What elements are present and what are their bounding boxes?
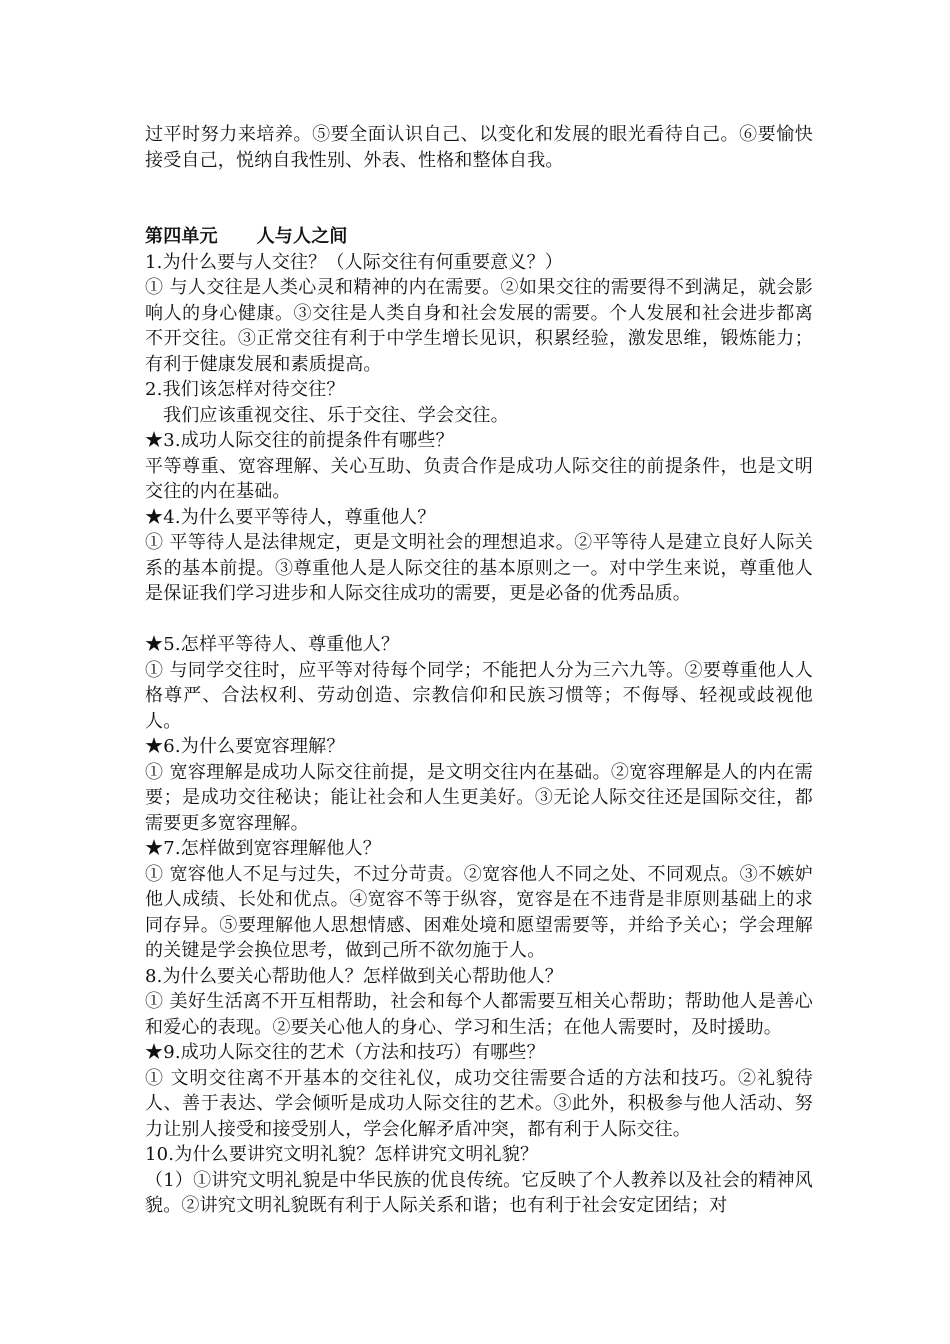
question-9: ★9.成功人际交往的艺术（方法和技巧）有哪些？ <box>145 1042 545 1063</box>
answer-1: ① 与人交往是人类心灵和精神的内在需要。②如果交往的需要得不到满足，就会影响人的身心健康。③交往是人类自身和社会发展的需要。个人发展和社会进步都离不开交往。③正常交往有利于中学生增长见识，积累经验，激发思维，锻炼能力；有利于健康发展和素质提高。 <box>145 277 813 375</box>
document-content <box>145 122 813 1219</box>
question-5: ★5.怎样平等待人、尊重他人？ <box>145 634 400 655</box>
answer-2: 我们应该重视交往、乐于交往、学会交往。 <box>163 404 509 426</box>
question-8: 8.为什么要关心帮助他人？怎样做到关心帮助他人？ <box>145 965 563 987</box>
answer-8: ① 美好生活离不开互相帮助，社会和每个人都需要互相关心帮助；帮助他人是善心和爱心的表现。②要关心他人的身心、学习和生活；在他人需要时，及时援助。 <box>145 991 813 1038</box>
answer-9: ① 文明交往离不开基本的交往礼仪，成功交往需要合适的方法和技巧。②礼貌待人、善于表达、学会倾听是成功人际交往的艺术。③此外，积极参与他人活动、努力让别人接受和接受别人，学会化解矛盾冲突，都有利于人际交往。 <box>145 1067 813 1140</box>
answer-10: （1）①讲究文明礼貌是中华民族的优良传统。它反映了个人教养以及社会的精神风貌。②讲究文明礼貌既有利于人际关系和谐；也有利于社会安定团结；对 <box>145 1169 813 1216</box>
intro-paragraph: 过平时努力来培养。⑤要全面认识自己、以变化和发展的眼光看待自己。⑥要愉快接受自己，悦纳自我性别、外表、性格和整体自我。 <box>145 124 813 171</box>
unit-title: 第四单元 人与人之间 <box>145 226 348 247</box>
answer-5: ① 与同学交往时，应平等对待每个同学；不能把人分为三六九等。②要尊重他人人格尊严、合法权利、劳动创造、宗教信仰和民族习惯等；不侮辱、轻视或歧视他人。 <box>145 659 813 732</box>
question-7: ★7.怎样做到宽容理解他人？ <box>145 838 381 859</box>
question-10: 10.为什么要讲究文明礼貌？怎样讲究文明礼貌？ <box>145 1144 539 1165</box>
answer-3: 平等尊重、宽容理解、关心互助、负责合作是成功人际交往的前提条件，也是文明交往的内在基础。 <box>145 455 813 502</box>
question-1: 1.为什么要与人交往？（人际交往有何重要意义？） <box>145 251 563 273</box>
answer-6: ① 宽容理解是成功人际交往前提，是文明交往内在基础。②宽容理解是人的内在需要；是成功交往秘诀；能让社会和人生更美好。③无论人际交往还是国际交往，都需要更多宽容理解。 <box>145 761 813 834</box>
question-2: 2.我们该怎样对待交往？ <box>145 379 345 400</box>
answer-7: ① 宽容他人不足与过失，不过分苛责。②宽容他人不同之处、不同观点。③不嫉妒他人成绩、长处和优点。④宽容不等于纵容，宽容是在不违背是非原则基础上的求同存异。⑤要理解他人思想情感、困难处境和愿望需要等，并给予关心；学会理解的关键是学会换位思考，做到己所不欲勿施于人。 <box>145 863 813 961</box>
answer-4: ① 平等待人是法律规定，更是文明社会的理想追求。②平等待人是建立良好人际关系的基本前提。③尊重他人是人际交往的基本原则之一。对中学生来说，尊重他人是保证我们学习进步和人际交往成功的需要，更是必备的优秀品质。 <box>145 532 813 604</box>
question-6: ★6.为什么要宽容理解？ <box>145 736 345 757</box>
question-3: ★3.成功人际交往的前提条件有哪些？ <box>145 430 454 451</box>
question-4: ★4.为什么要平等待人，尊重他人？ <box>145 506 436 528</box>
